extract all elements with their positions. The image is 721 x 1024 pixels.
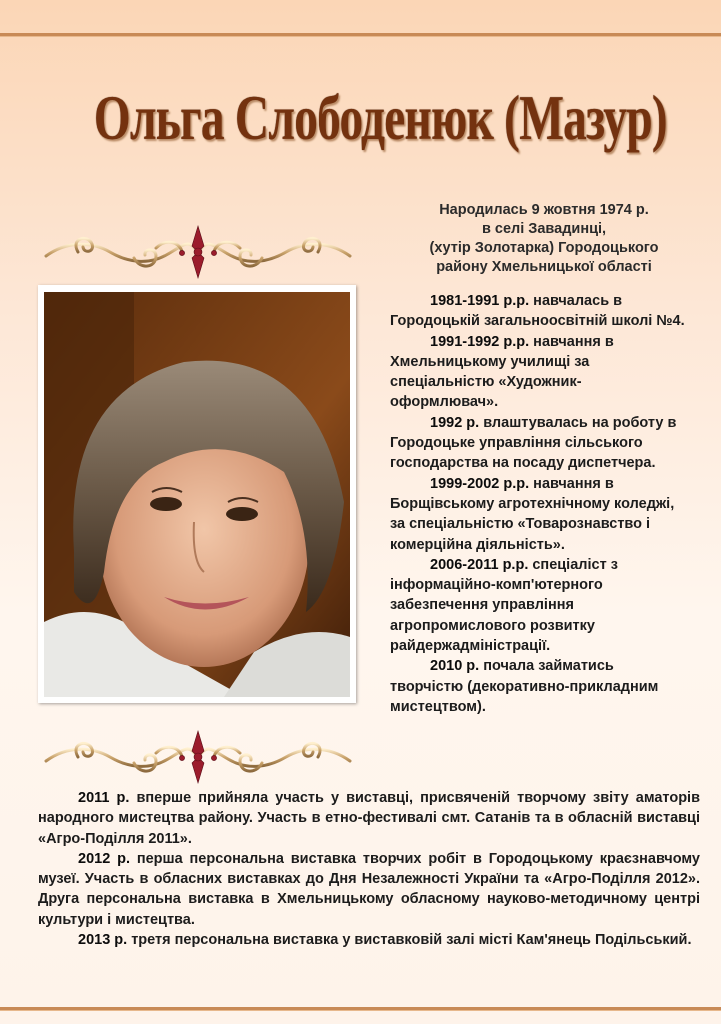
entry-text: почала займатись творчістю (декоративно-прикладним мистецтвом). <box>390 658 659 715</box>
top-divider <box>0 33 721 36</box>
page-title: Ольга Слободенюк (Мазур) <box>93 82 667 153</box>
timeline-entry <box>390 474 686 555</box>
entry-year: 1991-1992 р.р. <box>430 333 530 350</box>
biography-timeline <box>390 291 686 717</box>
birth-line: Народилась 9 жовтня 1974 р. <box>439 202 649 218</box>
entry-year: 2012 р. <box>78 850 130 867</box>
timeline-entry <box>390 291 686 332</box>
entry-text: навчання в Хмельницькому училищі за спеціальністю «Художник-оформлювач». <box>390 333 614 411</box>
entry-text: спеціаліст з інформаційно-комп'ютерного забезпечення управління агропромислового розвитку райдержадміністрації. <box>390 556 618 655</box>
entry-year: 2010 р. <box>430 658 480 675</box>
timeline-entry <box>390 332 686 413</box>
entry-text: влаштувалась на роботу в Городоцьке управління сільського господарства на посаду диспетчера. <box>390 414 677 472</box>
entry-year: 2006-2011 р.р. <box>430 556 529 573</box>
exhibition-entry <box>38 930 700 950</box>
entry-year: 1981-1991 р.р. <box>430 293 530 309</box>
portrait-image <box>44 292 350 697</box>
timeline-entry <box>390 656 686 717</box>
exhibition-entry <box>38 849 700 930</box>
birth-line: в селі Завадинці, <box>481 221 607 237</box>
birth-info <box>384 201 704 277</box>
ornament-divider-bottom <box>38 727 358 787</box>
bottom-divider <box>0 1007 721 1010</box>
entry-year: 2013 р. <box>78 932 128 949</box>
exhibition-entry <box>38 788 700 849</box>
entry-year: 2011 р. <box>78 790 130 806</box>
entry-text: навчання в Борщівському агротехнічному коледжі, за спеціальністю «Товарознавство і комерційна діяльність». <box>390 475 675 553</box>
entry-text: третя персональна виставка у виставковій залі місті Кам'янець Подільський. <box>127 932 692 949</box>
entry-text: перша персональна виставка творчих робіт в Городоцькому краєзнавчому музеї. Участь в обласних виставках до Дня Незалежності України та «Агро-Поділля 2012». Друга персональна виставка в Хмельницькому обласному науково-методичному центрі культури і мистецтва. <box>38 850 700 928</box>
portrait-photo <box>38 285 356 703</box>
entry-year: 1999-2002 р.р. <box>430 475 530 492</box>
timeline-entry <box>390 555 686 656</box>
entry-text: навчалась в Городоцькій загальноосвітній школі №4. <box>390 293 685 330</box>
birth-line: (хутір Золотарка) Городоцького <box>429 240 659 256</box>
exhibitions-section <box>38 788 700 950</box>
birth-line: району Хмельницької області <box>436 259 652 275</box>
entry-text: вперше прийняла участь у виставці, присвяченій творчому звіту аматорів народного мистецтва району. Участь в етно-фестивалі смт. Сатанів та в обласній виставці «Агро-Поділля 2011». <box>38 790 700 847</box>
timeline-entry <box>390 413 686 474</box>
ornament-divider-top <box>38 222 358 282</box>
entry-year: 1992 р. <box>430 414 480 431</box>
